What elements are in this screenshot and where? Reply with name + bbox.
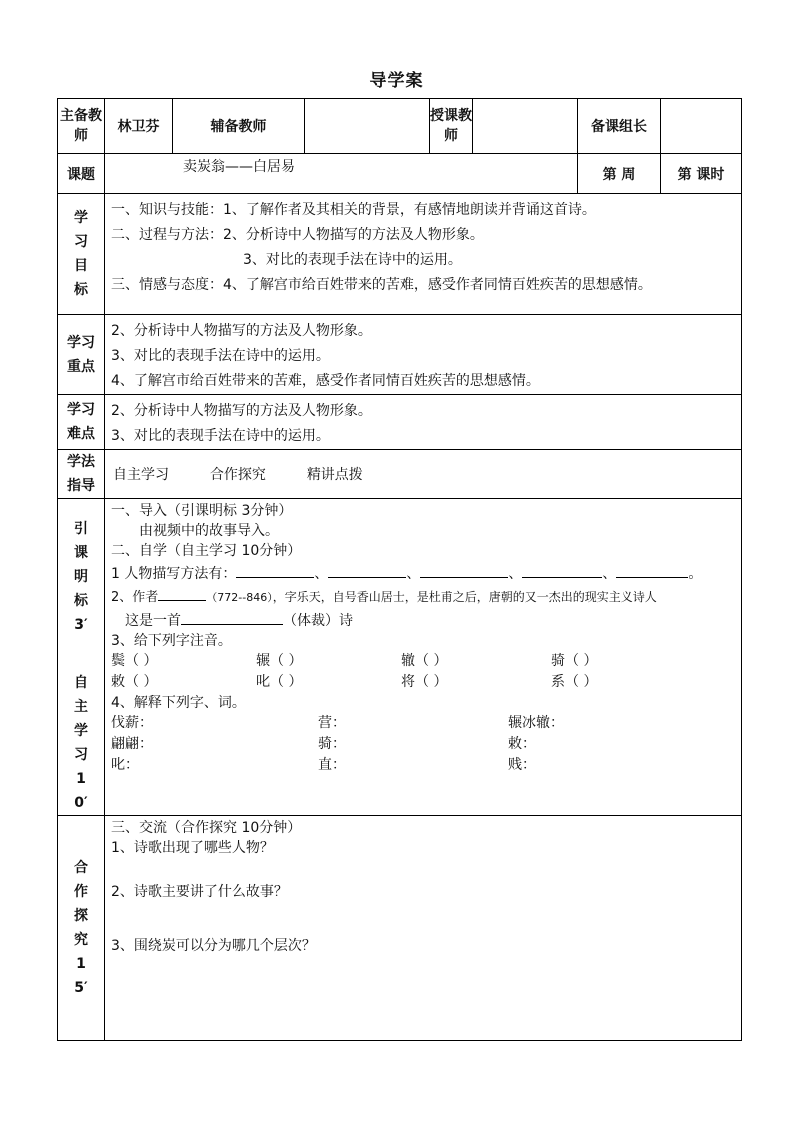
key-points-row (58, 315, 742, 395)
self-study-time-label: 自主学习10′ (74, 675, 88, 811)
lead-teacher-name: 林卫芬 (105, 99, 173, 154)
lesson-plan-table (57, 98, 742, 1041)
difficulty-line: 3、对比的表现手法在诗中的运用。 (111, 428, 330, 444)
group-leader-label: 备课组长 (578, 99, 661, 154)
define-item[interactable]: 贱： (508, 757, 536, 773)
blank-field[interactable] (616, 561, 688, 578)
define-item[interactable]: 营： (318, 715, 346, 731)
define-row (111, 713, 735, 734)
blank-field[interactable] (181, 608, 283, 625)
define-item[interactable]: 辗冰辙： (508, 715, 564, 731)
cooperation-content (105, 816, 742, 1041)
intro-label: 引课明标3′ (74, 521, 88, 633)
difficulties-label: 学习难点 (58, 395, 105, 450)
blank-field[interactable] (236, 561, 314, 578)
define-heading: 4、解释下列字、词。 (111, 695, 246, 711)
key-points-content (105, 315, 742, 395)
key-points-label: 学习重点 (58, 315, 105, 395)
method-item: 自主学习 (113, 467, 169, 483)
difficulties-content (105, 395, 742, 450)
pinyin-heading: 3、给下列字注音。 (111, 633, 232, 649)
pinyin-row (111, 672, 735, 693)
objective-line: 一、知识与技能：1、了解作者及其相关的背景，有感情地朗读并背诵这首诗。 (111, 202, 596, 218)
define-item[interactable]: 敕： (508, 736, 536, 752)
header-row (58, 99, 742, 154)
define-item[interactable]: 骑： (318, 736, 346, 752)
blank-field[interactable] (328, 561, 406, 578)
define-row (111, 734, 735, 755)
pinyin-row (111, 651, 735, 672)
pinyin-item[interactable]: 系（ ） (551, 674, 598, 690)
cooperation-question: 1、诗歌出现了哪些人物？ (111, 840, 274, 856)
pinyin-item[interactable]: 鬓（ ） (111, 653, 158, 669)
difficulties-row (58, 395, 742, 450)
define-item[interactable]: 叱： (111, 757, 139, 773)
cooperation-heading: 三、交流（合作探究 10分钟） (111, 820, 302, 836)
question-methods: 1 人物描写方法有： 、 、 、 、 。 (111, 561, 735, 584)
pinyin-item[interactable]: 敕（ ） (111, 674, 158, 690)
blank-field[interactable] (158, 584, 206, 601)
blank-field[interactable] (522, 561, 602, 578)
key-point-line: 4、了解宫市给百姓带来的苦难，感受作者同情百姓疾苦的思想感情。 (111, 373, 540, 389)
question-author: 2、作者 （772--846），字乐天，自号香山居士，是杜甫之后，唐朝的又一杰出的现实主义诗人 (111, 584, 735, 608)
topic-row (58, 154, 742, 194)
self-study-row (58, 499, 742, 816)
cooperation-question: 3、围绕炭可以分为哪几个层次？ (111, 938, 316, 954)
teaching-teacher-value[interactable] (473, 99, 578, 154)
define-row (111, 755, 735, 776)
assist-teacher-value[interactable] (305, 99, 430, 154)
pinyin-item[interactable]: 辗（ ） (256, 653, 303, 669)
lead-teacher-label: 主备教师 (58, 99, 105, 154)
pinyin-item[interactable]: 辙（ ） (401, 653, 448, 669)
method-item: 精讲点拨 (306, 467, 363, 483)
self-study-label (58, 499, 105, 816)
define-item[interactable]: 翩翩： (111, 736, 153, 752)
cooperation-label: 合作探究15′ (58, 816, 105, 1041)
define-item[interactable]: 伐薪： (111, 715, 153, 731)
period-field: 第 课时 (661, 154, 742, 194)
week-field: 第 周 (578, 154, 661, 194)
objective-line: 二、过程与方法：2、分析诗中人物描写的方法及人物形象。 (111, 227, 484, 243)
cooperation-question: 2、诗歌主要讲了什么故事？ (111, 884, 288, 900)
objective-line: 三、情感与态度：4、了解宫市给百姓带来的苦难，感受作者同情百姓疾苦的思想感情。 (111, 277, 652, 293)
pinyin-item[interactable]: 将（ ） (401, 674, 448, 690)
document-title: 导学案 (369, 71, 424, 91)
method-content (105, 450, 742, 499)
self-study-content (105, 499, 742, 816)
question-genre: 这是一首 （体裁）诗 (111, 608, 735, 631)
intro-heading: 一、导入（引课明标 3分钟） (111, 503, 293, 519)
intro-text: 由视频中的故事导入。 (139, 523, 279, 539)
topic-label: 课题 (58, 154, 105, 194)
objectives-label: 学习目标 (58, 194, 105, 315)
pinyin-item[interactable]: 叱（ ） (256, 674, 303, 690)
teaching-teacher-label: 授课教师 (430, 99, 473, 154)
assist-teacher-label: 辅备教师 (173, 99, 305, 154)
define-item[interactable]: 直： (318, 757, 346, 773)
objectives-content (105, 194, 742, 315)
method-row (58, 450, 742, 499)
key-point-line: 3、对比的表现手法在诗中的运用。 (111, 348, 330, 364)
method-item: 合作探究 (209, 467, 266, 483)
blank-field[interactable] (420, 561, 508, 578)
difficulty-line: 2、分析诗中人物描写的方法及人物形象。 (111, 403, 372, 419)
method-label: 学法指导 (58, 450, 105, 499)
self-heading: 二、自学（自主学习 10分钟） (111, 543, 302, 559)
cooperation-row (58, 816, 742, 1041)
topic-value: 卖炭翁——白居易 (105, 154, 578, 194)
key-point-line: 2、分析诗中人物描写的方法及人物形象。 (111, 323, 372, 339)
pinyin-item[interactable]: 骑（ ） (551, 653, 598, 669)
group-leader-value[interactable] (661, 99, 742, 154)
objective-line: 3、对比的表现手法在诗中的运用。 (243, 252, 462, 268)
objectives-row (58, 194, 742, 315)
